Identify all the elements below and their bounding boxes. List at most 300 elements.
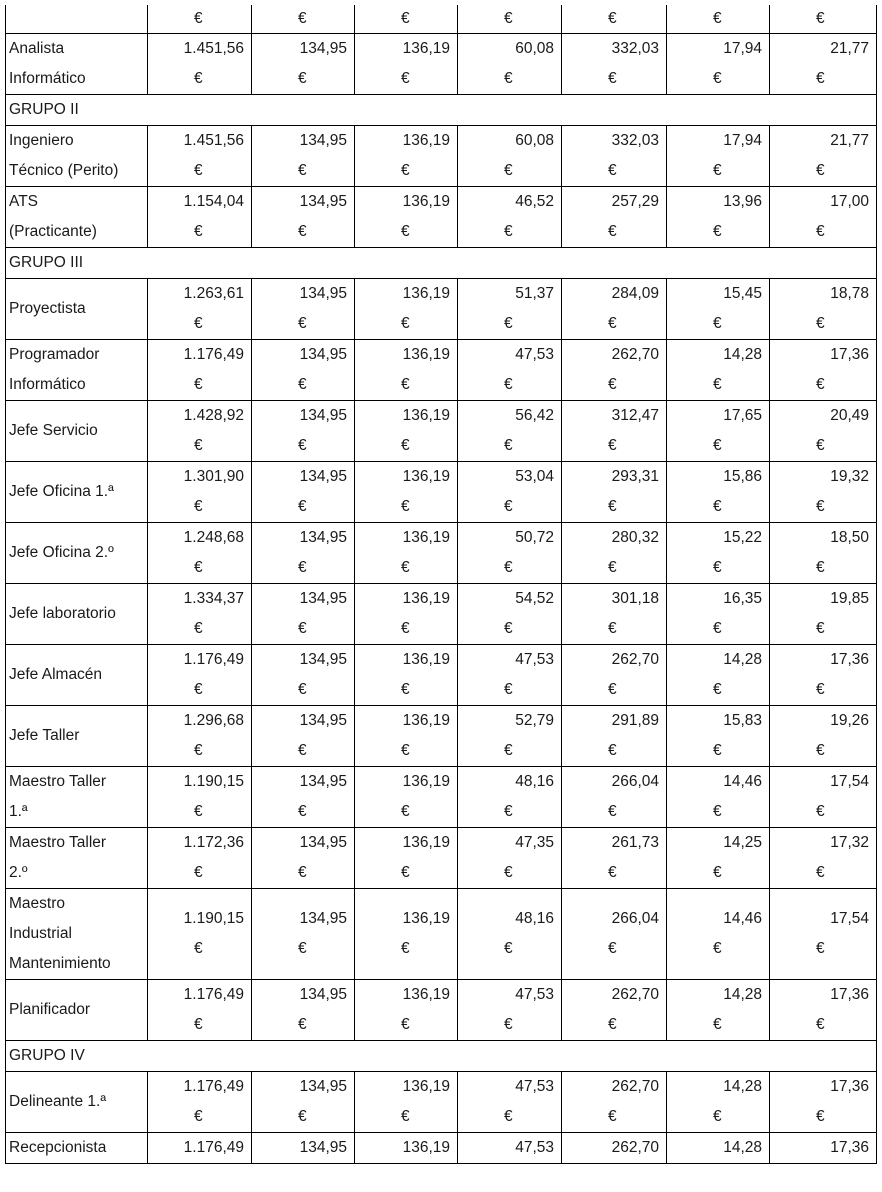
value-cell (252, 645, 355, 706)
amount: 1.451,56 (183, 40, 244, 57)
value-cell (770, 340, 877, 401)
value-cell (667, 279, 770, 340)
currency-symbol: € (713, 864, 722, 881)
value-cell (252, 401, 355, 462)
amount: 1.172,36 (183, 834, 244, 851)
category-label (6, 584, 148, 645)
currency-symbol: € (298, 864, 307, 881)
value-cell (355, 828, 458, 889)
amount: 312,47 (611, 407, 659, 424)
amount: 1.301,90 (183, 468, 244, 485)
currency-symbol: € (298, 376, 307, 393)
currency-symbol: € (608, 10, 617, 27)
amount: 332,03 (611, 40, 659, 57)
currency-symbol: € (713, 70, 722, 87)
currency-symbol: € (608, 498, 617, 515)
currency-symbol: € (504, 620, 513, 637)
amount: 280,32 (611, 529, 659, 546)
value-cell (148, 706, 252, 767)
amount: 47,53 (515, 1078, 554, 1095)
amount: 136,19 (402, 1139, 450, 1156)
currency-symbol: € (194, 1016, 203, 1033)
currency-symbol: € (608, 437, 617, 454)
value-cell (252, 828, 355, 889)
category-label (6, 523, 148, 584)
amount: 15,83 (723, 712, 762, 729)
table-row (6, 828, 877, 889)
value-cell (667, 767, 770, 828)
currency-symbol: € (816, 559, 825, 576)
value-cell (770, 645, 877, 706)
currency-symbol: € (713, 803, 722, 820)
value-cell (148, 187, 252, 248)
amount: 1.190,15 (183, 910, 244, 927)
currency-symbol: € (194, 1108, 203, 1125)
table-row (6, 340, 877, 401)
currency-symbol: € (713, 1108, 722, 1125)
currency-symbol: € (298, 498, 307, 515)
amount: 262,70 (611, 1078, 659, 1095)
category-label (6, 187, 148, 248)
currency-symbol: € (504, 10, 513, 27)
value-cell (667, 340, 770, 401)
value-cell (458, 187, 562, 248)
currency-symbol: € (401, 437, 410, 454)
amount: 17,36 (830, 651, 869, 668)
currency-symbol: € (194, 376, 203, 393)
currency-symbol: € (194, 162, 203, 179)
currency-symbol: € (816, 223, 825, 240)
category-label-line: Jefe laboratorio (9, 605, 116, 622)
currency-symbol: € (608, 803, 617, 820)
value-cell (770, 584, 877, 645)
currency-symbol: € (816, 376, 825, 393)
table-row (6, 767, 877, 828)
amount: 134,95 (299, 285, 347, 302)
category-label-line: Maestro (9, 895, 65, 912)
currency-symbol: € (298, 70, 307, 87)
category-label-line: Delineante 1.ª (9, 1093, 107, 1110)
category-label-line: Maestro Taller (9, 773, 107, 790)
amount: 14,28 (723, 346, 762, 363)
value-cell (562, 889, 667, 980)
group-title: GRUPO II (6, 95, 877, 126)
amount: 18,50 (830, 529, 869, 546)
amount: 1.190,15 (183, 773, 244, 790)
category-label-line: Industrial (9, 925, 72, 942)
currency-symbol: € (298, 940, 307, 957)
value-cell (562, 34, 667, 95)
amount: 46,52 (515, 193, 554, 210)
amount: 134,95 (299, 193, 347, 210)
value-cell (770, 706, 877, 767)
value-cell (252, 1072, 355, 1133)
currency-symbol: € (504, 223, 513, 240)
currency-symbol: € (504, 864, 513, 881)
group-title: GRUPO IV (6, 1041, 877, 1072)
value-cell (667, 401, 770, 462)
amount: 17,54 (830, 773, 869, 790)
value-cell (252, 187, 355, 248)
category-label-line: Técnico (Perito) (9, 162, 119, 179)
currency-symbol: € (504, 162, 513, 179)
amount: 136,19 (402, 910, 450, 927)
amount: 262,70 (611, 651, 659, 668)
amount: 60,08 (515, 132, 554, 149)
value-cell (252, 980, 355, 1041)
category-label (6, 340, 148, 401)
currency-symbol: € (504, 1016, 513, 1033)
currency-symbol: € (401, 10, 410, 27)
amount: 136,19 (402, 285, 450, 302)
value-cell (355, 126, 458, 187)
currency-symbol: € (713, 742, 722, 759)
currency-symbol: € (504, 1108, 513, 1125)
value-cell (667, 889, 770, 980)
amount: 136,19 (402, 712, 450, 729)
table-row (6, 279, 877, 340)
amount: 136,19 (402, 590, 450, 607)
currency-symbol: € (713, 437, 722, 454)
value-cell (458, 462, 562, 523)
amount: 17,00 (830, 193, 869, 210)
value-cell (355, 462, 458, 523)
value-cell (148, 584, 252, 645)
currency-symbol: € (816, 1016, 825, 1033)
table-row (6, 889, 877, 980)
row-label-empty (6, 5, 148, 34)
currency-symbol: € (298, 315, 307, 332)
amount: 17,54 (830, 910, 869, 927)
value-cell (458, 279, 562, 340)
value-cell (148, 5, 252, 34)
amount: 134,95 (299, 910, 347, 927)
table-row (6, 980, 877, 1041)
currency-symbol: € (401, 162, 410, 179)
category-label-line: Informático (9, 376, 86, 393)
value-cell (667, 828, 770, 889)
value-cell (355, 5, 458, 34)
amount: 136,19 (402, 529, 450, 546)
category-label-line: Jefe Oficina 2.º (9, 544, 114, 561)
amount: 136,19 (402, 193, 450, 210)
currency-symbol: € (298, 10, 307, 27)
currency-symbol: € (504, 498, 513, 515)
value-cell (355, 279, 458, 340)
value-cell (252, 1133, 355, 1164)
value-cell (148, 889, 252, 980)
currency-symbol: € (504, 742, 513, 759)
amount: 47,53 (515, 346, 554, 363)
amount: 14,46 (723, 773, 762, 790)
value-cell (355, 645, 458, 706)
value-cell (770, 767, 877, 828)
amount: 291,89 (611, 712, 659, 729)
category-label-line: Mantenimiento (9, 955, 111, 972)
amount: 1.176,49 (183, 346, 244, 363)
currency-symbol: € (401, 559, 410, 576)
amount: 60,08 (515, 40, 554, 57)
amount: 16,35 (723, 590, 762, 607)
amount: 48,16 (515, 773, 554, 790)
category-label (6, 401, 148, 462)
amount: 51,37 (515, 285, 554, 302)
value-cell (458, 340, 562, 401)
currency-symbol: € (816, 940, 825, 957)
value-cell (770, 523, 877, 584)
currency-symbol: € (816, 620, 825, 637)
amount: 19,26 (830, 712, 869, 729)
category-label (6, 1072, 148, 1133)
category-label-line: Jefe Servicio (9, 422, 98, 439)
category-label (6, 1133, 148, 1164)
currency-symbol: € (298, 742, 307, 759)
value-cell (770, 126, 877, 187)
amount: 1.176,49 (183, 1078, 244, 1095)
value-cell (252, 5, 355, 34)
amount: 47,53 (515, 651, 554, 668)
currency-symbol: € (194, 559, 203, 576)
amount: 1.176,49 (183, 1139, 244, 1156)
value-cell (355, 187, 458, 248)
value-cell (770, 5, 877, 34)
amount: 14,28 (723, 651, 762, 668)
currency-symbol: € (816, 742, 825, 759)
currency-symbol: € (298, 223, 307, 240)
table-row (6, 34, 877, 95)
category-label-line: (Practicante) (9, 223, 97, 240)
amount: 50,72 (515, 529, 554, 546)
amount: 134,95 (299, 651, 347, 668)
currency-symbol: € (713, 498, 722, 515)
value-cell (562, 462, 667, 523)
currency-symbol: € (816, 498, 825, 515)
value-cell (252, 706, 355, 767)
amount: 136,19 (402, 407, 450, 424)
value-cell (562, 523, 667, 584)
amount: 47,35 (515, 834, 554, 851)
value-cell (562, 980, 667, 1041)
currency-symbol: € (608, 315, 617, 332)
amount: 266,04 (611, 910, 659, 927)
value-cell (355, 706, 458, 767)
currency-symbol: € (194, 315, 203, 332)
table-row (6, 1072, 877, 1133)
value-cell (252, 584, 355, 645)
table-row (6, 187, 877, 248)
amount: 1.296,68 (183, 712, 244, 729)
currency-symbol: € (816, 437, 825, 454)
table-row (6, 584, 877, 645)
value-cell (458, 706, 562, 767)
value-cell (148, 645, 252, 706)
amount: 18,78 (830, 285, 869, 302)
table-row (6, 462, 877, 523)
value-cell (148, 523, 252, 584)
currency-symbol: € (298, 803, 307, 820)
value-cell (458, 523, 562, 584)
amount: 1.176,49 (183, 651, 244, 668)
value-cell (355, 340, 458, 401)
value-cell (770, 1072, 877, 1133)
amount: 134,95 (299, 132, 347, 149)
value-cell (252, 523, 355, 584)
amount: 136,19 (402, 834, 450, 851)
salary-table-body (6, 5, 877, 1164)
category-label-line: Ingeniero (9, 132, 74, 149)
amount: 134,95 (299, 590, 347, 607)
value-cell (667, 187, 770, 248)
currency-symbol: € (504, 681, 513, 698)
currency-symbol: € (194, 803, 203, 820)
currency-symbol: € (608, 223, 617, 240)
value-cell (562, 767, 667, 828)
currency-symbol: € (194, 940, 203, 957)
currency-symbol: € (194, 864, 203, 881)
category-label-line: Proyectista (9, 300, 86, 317)
currency-symbol: € (713, 620, 722, 637)
currency-symbol: € (194, 223, 203, 240)
value-cell (252, 340, 355, 401)
value-cell (562, 5, 667, 34)
currency-symbol: € (194, 437, 203, 454)
amount: 17,65 (723, 407, 762, 424)
value-cell (562, 401, 667, 462)
category-label (6, 34, 148, 95)
amount: 136,19 (402, 986, 450, 1003)
value-cell (770, 1133, 877, 1164)
table-row-continuation (6, 5, 877, 34)
category-label-line: Jefe Taller (9, 727, 80, 744)
currency-symbol: € (608, 376, 617, 393)
value-cell (667, 523, 770, 584)
amount: 134,95 (299, 346, 347, 363)
group-header-row (6, 95, 877, 126)
category-label-line: Recepcionista (9, 1139, 107, 1156)
category-label-line: Analista (9, 40, 65, 57)
currency-symbol: € (401, 940, 410, 957)
value-cell (458, 1133, 562, 1164)
amount: 134,95 (299, 834, 347, 851)
currency-symbol: € (194, 10, 203, 27)
amount: 14,25 (723, 834, 762, 851)
value-cell (667, 645, 770, 706)
value-cell (562, 126, 667, 187)
value-cell (355, 34, 458, 95)
category-label (6, 828, 148, 889)
value-cell (148, 828, 252, 889)
amount: 134,95 (299, 468, 347, 485)
currency-symbol: € (816, 10, 825, 27)
value-cell (667, 706, 770, 767)
currency-symbol: € (401, 1016, 410, 1033)
amount: 56,42 (515, 407, 554, 424)
amount: 17,36 (830, 1078, 869, 1095)
amount: 332,03 (611, 132, 659, 149)
currency-symbol: € (713, 10, 722, 27)
amount: 257,29 (611, 193, 659, 210)
currency-symbol: € (298, 437, 307, 454)
currency-symbol: € (608, 742, 617, 759)
amount: 134,95 (299, 986, 347, 1003)
value-cell (148, 1072, 252, 1133)
amount: 136,19 (402, 346, 450, 363)
value-cell (562, 187, 667, 248)
value-cell (667, 462, 770, 523)
amount: 14,28 (723, 986, 762, 1003)
amount: 17,36 (830, 986, 869, 1003)
value-cell (770, 279, 877, 340)
value-cell (562, 706, 667, 767)
category-label (6, 645, 148, 706)
currency-symbol: € (608, 864, 617, 881)
currency-symbol: € (713, 162, 722, 179)
amount: 15,45 (723, 285, 762, 302)
value-cell (252, 126, 355, 187)
amount: 134,95 (299, 529, 347, 546)
currency-symbol: € (713, 315, 722, 332)
currency-symbol: € (194, 681, 203, 698)
currency-symbol: € (194, 620, 203, 637)
value-cell (562, 279, 667, 340)
currency-symbol: € (608, 940, 617, 957)
currency-symbol: € (608, 162, 617, 179)
value-cell (355, 980, 458, 1041)
currency-symbol: € (401, 1108, 410, 1125)
category-label-line: Jefe Almacén (9, 666, 103, 683)
amount: 301,18 (611, 590, 659, 607)
amount: 21,77 (830, 40, 869, 57)
category-label (6, 889, 148, 980)
currency-symbol: € (504, 315, 513, 332)
amount: 19,32 (830, 468, 869, 485)
value-cell (562, 584, 667, 645)
currency-symbol: € (401, 681, 410, 698)
currency-symbol: € (713, 559, 722, 576)
value-cell (770, 828, 877, 889)
value-cell (148, 1133, 252, 1164)
value-cell (148, 767, 252, 828)
amount: 47,53 (515, 1139, 554, 1156)
value-cell (667, 980, 770, 1041)
currency-symbol: € (713, 223, 722, 240)
value-cell (667, 34, 770, 95)
amount: 136,19 (402, 773, 450, 790)
currency-symbol: € (504, 70, 513, 87)
value-cell (252, 767, 355, 828)
group-header-row (6, 248, 877, 279)
currency-symbol: € (401, 376, 410, 393)
currency-symbol: € (298, 1108, 307, 1125)
amount: 136,19 (402, 468, 450, 485)
value-cell (252, 279, 355, 340)
currency-symbol: € (401, 223, 410, 240)
category-label-line: 2.º (9, 864, 28, 881)
amount: 262,70 (611, 986, 659, 1003)
currency-symbol: € (401, 498, 410, 515)
amount: 17,36 (830, 1139, 869, 1156)
currency-symbol: € (608, 681, 617, 698)
value-cell (770, 462, 877, 523)
amount: 1.263,61 (183, 285, 244, 302)
table-row (6, 1133, 877, 1164)
currency-symbol: € (401, 620, 410, 637)
amount: 136,19 (402, 1078, 450, 1095)
currency-symbol: € (816, 681, 825, 698)
value-cell (252, 34, 355, 95)
table-row (6, 523, 877, 584)
value-cell (148, 401, 252, 462)
